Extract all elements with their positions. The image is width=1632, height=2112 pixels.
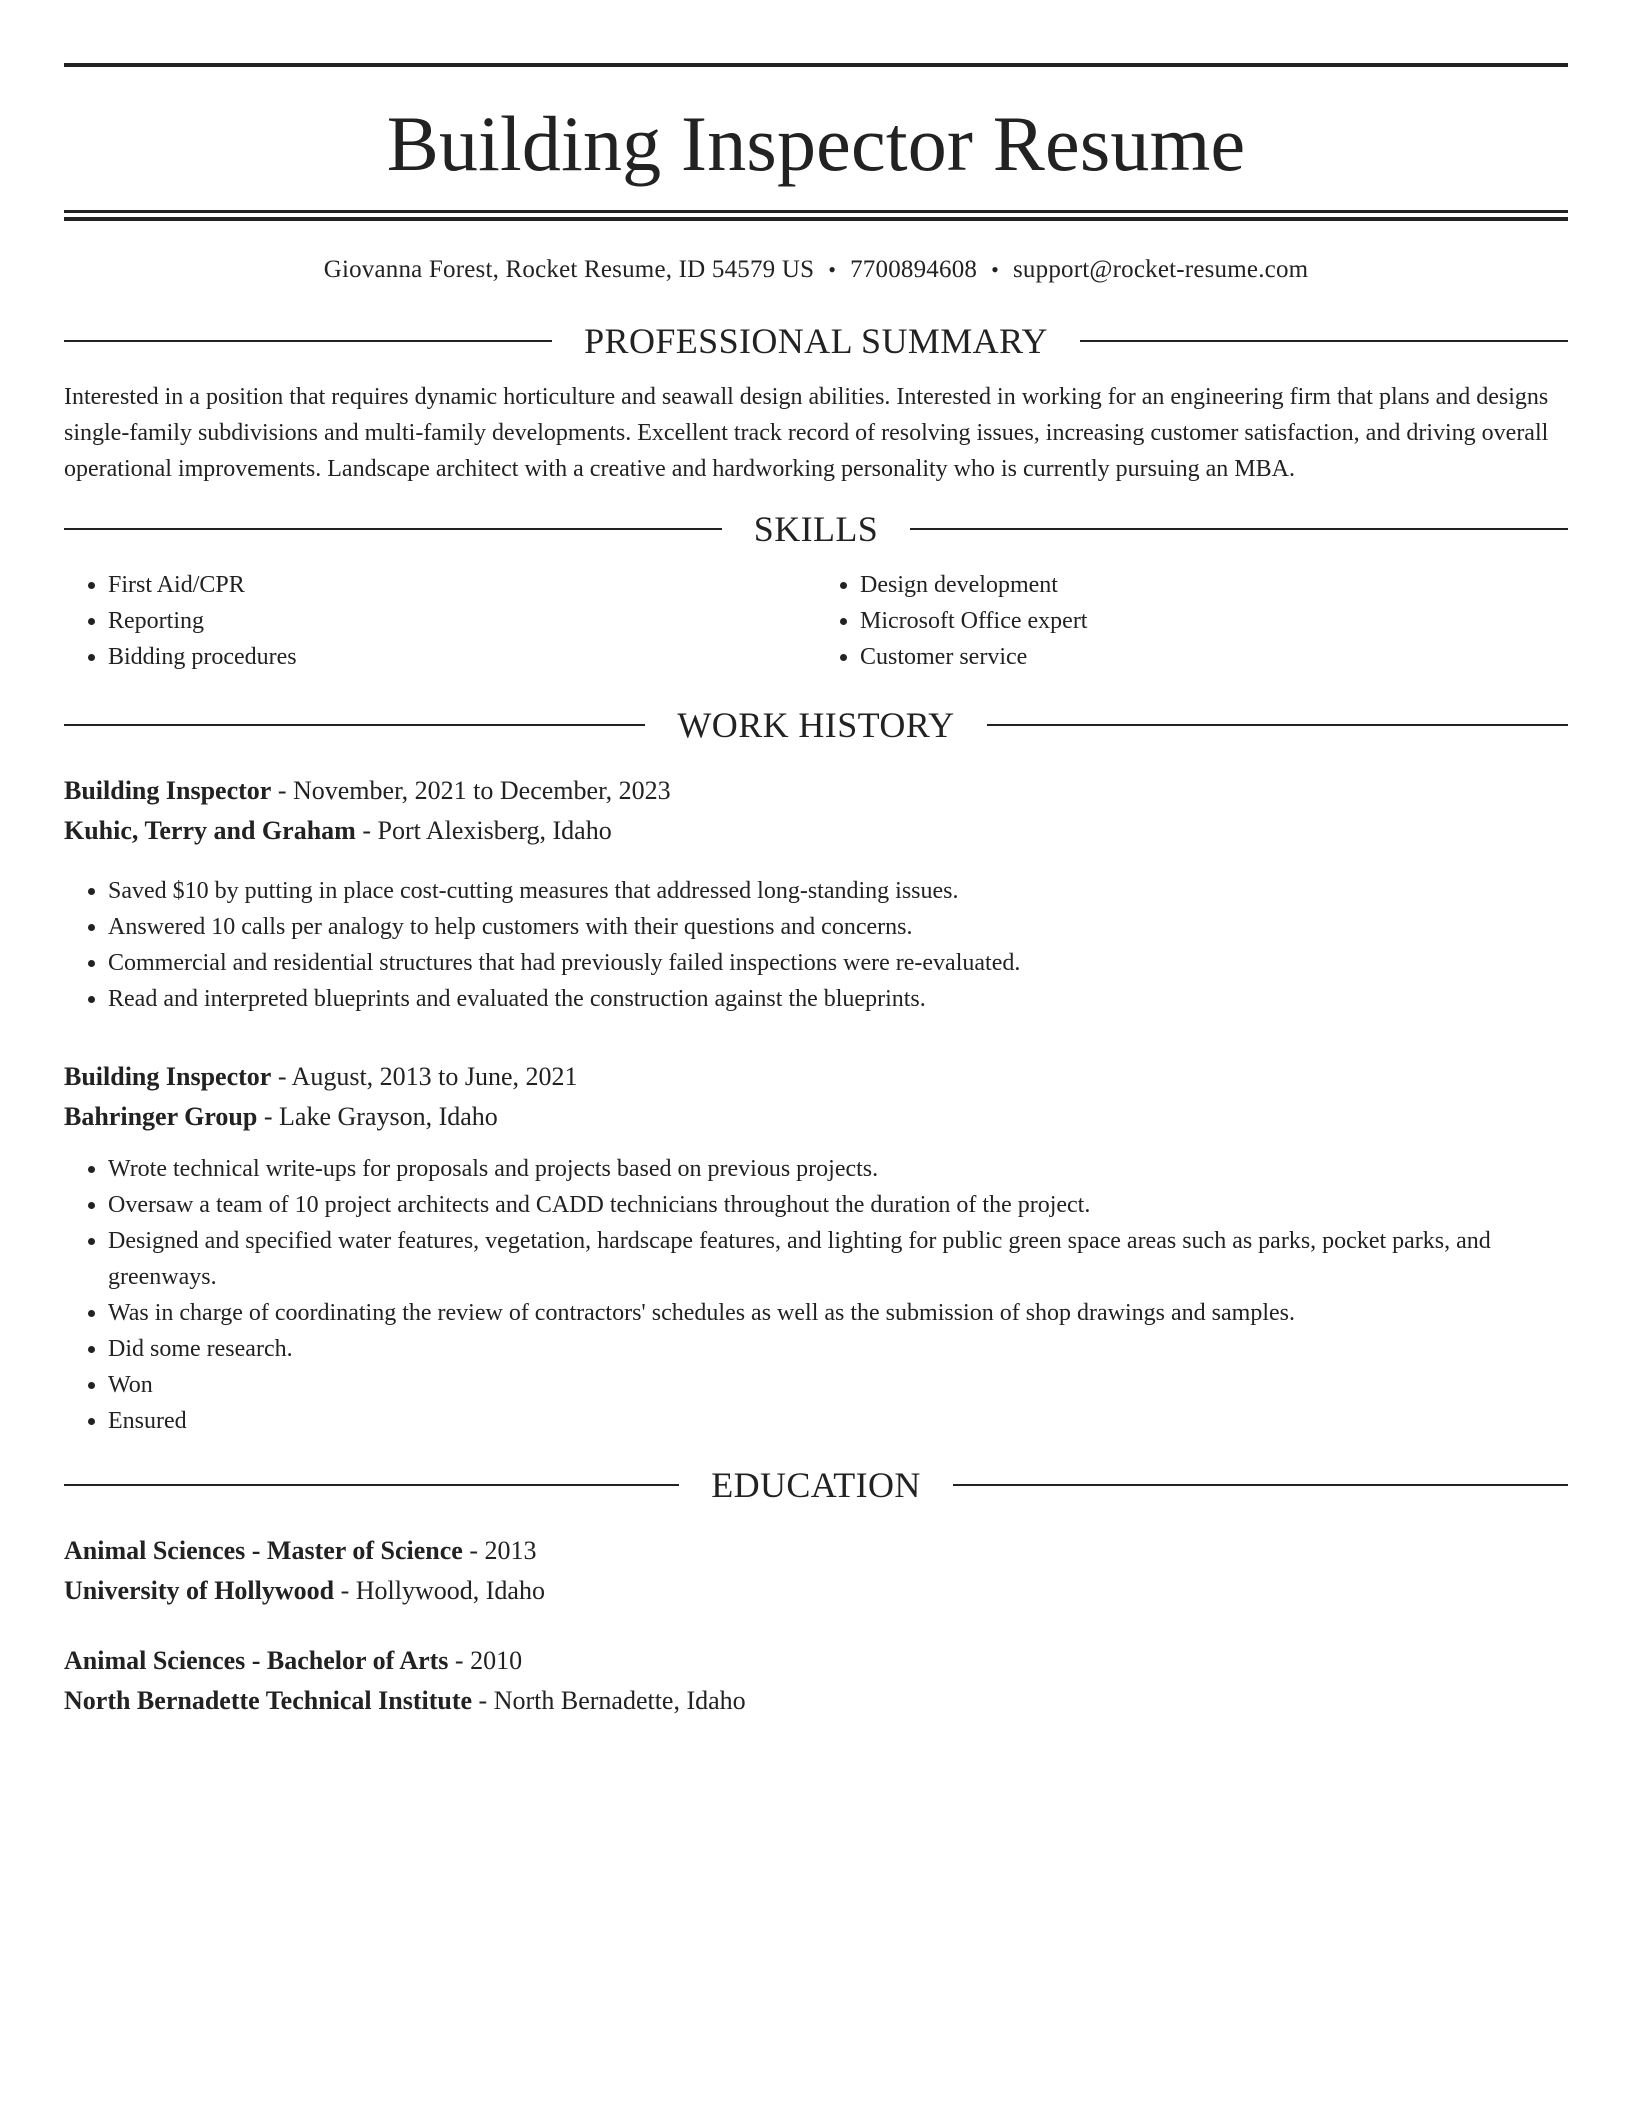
section-header-work (64, 705, 1568, 745)
section-rule-right (987, 724, 1568, 726)
job-dates: - November, 2021 to December, 2023 (271, 776, 671, 805)
job-company: Bahringer Group (64, 1102, 258, 1131)
title-block (64, 63, 1568, 221)
contact-separator: • (828, 257, 837, 282)
section-header-skills (64, 509, 1568, 549)
education-degree: Animal Sciences - Master of Science (64, 1536, 463, 1565)
section-rule-left (64, 528, 722, 530)
job-location: - Lake Grayson, Idaho (257, 1102, 498, 1131)
section-title-education: EDUCATION (711, 1465, 921, 1505)
contact-separator: • (991, 257, 999, 282)
job-duty: • Read and interpreted blueprints and evaluated the construction against the blueprints. (108, 981, 1568, 1017)
job-duty: • Wrote technical write-ups for proposals and projects based on previous projects. (108, 1151, 1568, 1187)
education-entry (64, 1531, 1568, 1611)
job-dates: - August, 2013 to June, 2021 (271, 1062, 578, 1091)
skills-column-right (816, 567, 1568, 675)
summary-text: Interested in a position that requires dynamic horticulture and seawall design abilities. Interested in working for an engineering firm that plans and designs single-family subdivisions and multi-family developments. Excellent track record of resolving issues, increasing customer satisfaction, and driving overall operational improvements. Landscape architect with a creative and hardworking personality who is currently pursuing an MBA. (64, 384, 1549, 482)
section-title-work: WORK HISTORY (677, 705, 955, 745)
job-company-line (64, 811, 1568, 851)
job-title: Building Inspector (64, 1062, 272, 1091)
skill-item: • Bidding procedures (108, 639, 816, 675)
education-entry (64, 1641, 1568, 1721)
section-rule-left (64, 340, 552, 342)
job-duty: • Did some research. (108, 1331, 1568, 1367)
section-title-skills: SKILLS (753, 509, 879, 549)
education-year: - 2013 (462, 1536, 537, 1565)
skill-item: • Microsoft Office expert (860, 603, 1568, 639)
section-rule-right (953, 1484, 1568, 1486)
job-duty: • Saved $10 by putting in place cost-cutting measures that addressed long-standing issues. (108, 873, 1568, 909)
job-entry (64, 771, 1568, 1017)
skill-item: • Customer service (860, 639, 1568, 675)
education-location: - North Bernadette, Idaho (472, 1686, 746, 1715)
job-duties (64, 873, 1568, 1017)
job-location: - Port Alexisberg, Idaho (355, 816, 612, 845)
skill-item: • Reporting (108, 603, 816, 639)
contact-address: Giovanna Forest, Rocket Resume, ID 54579 US (323, 256, 815, 283)
skills-column-left (64, 567, 816, 675)
job-duty: • Was in charge of coordinating the review of contractors' schedules as well as the submission of shop drawings and samples. (108, 1295, 1568, 1331)
education-school: University of Hollywood (64, 1576, 335, 1605)
job-duty: • Designed and specified water features, vegetation, hardscape features, and lighting for public green space areas such as parks, pocket parks, and greenways. (108, 1223, 1568, 1295)
section-header-summary (64, 321, 1568, 361)
education-school-line (64, 1681, 1568, 1721)
education-degree-line (64, 1531, 1568, 1571)
resume-title: Building Inspector Resume (386, 100, 1246, 187)
resume-page (64, 63, 1568, 1721)
job-duty: • Answered 10 calls per analogy to help customers with their questions and concerns. (108, 909, 1568, 945)
job-title-line (64, 771, 1568, 811)
job-entry (64, 1057, 1568, 1439)
title-double-rule (64, 210, 1568, 221)
education-school-line (64, 1571, 1568, 1611)
skill-item: • Design development (860, 567, 1568, 603)
job-duty: • Oversaw a team of 10 project architects and CADD technicians throughout the duration of the project. (108, 1187, 1568, 1223)
skills-list (64, 567, 1568, 675)
job-duty: • Commercial and residential structures that had previously failed inspections were re-evaluated. (108, 945, 1568, 981)
contact-phone: 7700894608 (850, 256, 978, 283)
section-title-summary: PROFESSIONAL SUMMARY (584, 321, 1048, 361)
job-duty: • Ensured (108, 1403, 1568, 1439)
education-degree: Animal Sciences - Bachelor of Arts (64, 1646, 449, 1675)
contact-line (64, 255, 1568, 285)
section-header-education (64, 1465, 1568, 1505)
job-title: Building Inspector (64, 776, 272, 805)
education-location: - Hollywood, Idaho (334, 1576, 545, 1605)
section-rule-left (64, 1484, 679, 1486)
education-year: - 2010 (448, 1646, 523, 1675)
section-rule-right (910, 528, 1568, 530)
skill-item: • First Aid/CPR (108, 567, 816, 603)
job-duties (64, 1151, 1568, 1439)
job-duty: • Won (108, 1367, 1568, 1403)
section-rule-right (1080, 340, 1568, 342)
education-school: North Bernadette Technical Institute (64, 1686, 473, 1715)
contact-email: support@rocket-resume.com (1013, 256, 1309, 283)
job-company-line (64, 1097, 1568, 1137)
job-title-line (64, 1057, 1568, 1097)
section-rule-left (64, 724, 645, 726)
education-degree-line (64, 1641, 1568, 1681)
job-company: Kuhic, Terry and Graham (64, 816, 356, 845)
